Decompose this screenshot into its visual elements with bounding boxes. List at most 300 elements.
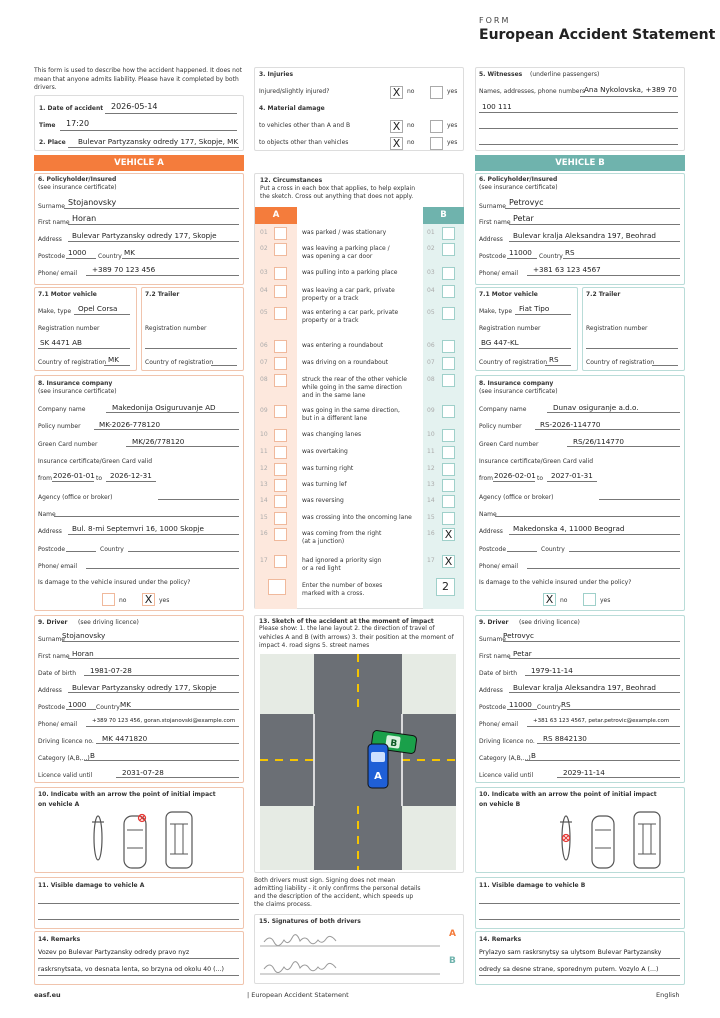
first-name-value[interactable]: Horan bbox=[72, 214, 97, 223]
driver-country-value[interactable]: RS bbox=[561, 700, 571, 709]
place-value[interactable]: Bulevar Partyzansky odredy 177, Skopje, MK bbox=[78, 137, 239, 146]
circ-number-b: 06 bbox=[427, 342, 435, 349]
field-line bbox=[495, 516, 680, 517]
green-card-value[interactable]: MK/26/778120 bbox=[132, 437, 185, 446]
circ-text: was entering a roundabout bbox=[302, 342, 384, 349]
field-line bbox=[64, 208, 239, 209]
signature-b-label: B bbox=[449, 956, 456, 966]
address-value[interactable]: Bulevar kralja Aleksandra 197, Beohrad bbox=[513, 231, 656, 240]
registration-value[interactable]: SK 4471 AB bbox=[40, 338, 82, 347]
agency-label: Agency (office or broker) bbox=[479, 494, 554, 501]
driver-address-label: Address bbox=[479, 687, 503, 694]
material-q2-no-checkbox[interactable]: X bbox=[390, 137, 403, 150]
driver-first-value[interactable]: Horan bbox=[72, 649, 94, 658]
damage-no-label: no bbox=[560, 597, 568, 604]
field-line bbox=[507, 258, 537, 259]
circ-checkbox-b[interactable] bbox=[442, 357, 455, 370]
agency-address-value[interactable]: Bul. 8-mi Septemvri 16, 1000 Skopje bbox=[72, 524, 204, 533]
impact-vehicle-diagram[interactable] bbox=[90, 808, 200, 870]
address-label: Address bbox=[38, 236, 62, 243]
count-label-1: Enter the number of boxes bbox=[302, 582, 383, 589]
date-value[interactable]: 2026-05-14 bbox=[111, 102, 158, 111]
driver-phone-label: Phone/ email bbox=[479, 721, 519, 728]
field-line bbox=[84, 675, 239, 676]
field-line bbox=[74, 314, 130, 315]
circ-checkbox-a[interactable] bbox=[274, 446, 287, 459]
remarks-line-2[interactable]: odredy sa desne strane, sporednym putem. Vozylo A (...) bbox=[479, 966, 659, 973]
category-value[interactable]: B bbox=[531, 751, 536, 760]
remarks-title: 14. Remarks bbox=[479, 936, 522, 943]
damage-question: Is damage to the vehicle insured under the policy? bbox=[479, 579, 632, 586]
from-label: from bbox=[38, 475, 52, 482]
page-title: European Accident Statement bbox=[479, 27, 716, 43]
circ-checkbox-b[interactable]: X bbox=[442, 528, 455, 541]
policyholder-title: 6. Policyholder/Insured bbox=[479, 176, 558, 183]
date-label: 1. Date of accident bbox=[39, 105, 104, 112]
category-label: Category (A,B,...) bbox=[479, 755, 531, 762]
from-value[interactable]: 2026-01-01 bbox=[53, 471, 95, 480]
circ-text: struck the rear of the other vehicle bbox=[302, 376, 407, 383]
injuries-question: Injured/slightly injured? bbox=[259, 88, 330, 95]
circ-checkbox-b[interactable] bbox=[442, 405, 455, 418]
licence-value[interactable]: RS 8842130 bbox=[543, 734, 587, 743]
licence-valid-value[interactable]: 2029-11-14 bbox=[563, 768, 605, 777]
circumstances-desc: Put a cross in each box that applies, to help explain the sketch. Cross out anything that does not apply. bbox=[260, 185, 416, 200]
intro-text: This form is used to describe how the accident happened. It does not mean that anyone admits liability. Please have it completed by both drivers. bbox=[34, 67, 243, 91]
circ-checkbox-a[interactable] bbox=[274, 340, 287, 353]
witnesses-label: Names, addresses, phone numbers bbox=[479, 88, 586, 95]
agency-country-label: Country bbox=[541, 546, 565, 553]
circ-count-a[interactable] bbox=[268, 579, 286, 595]
material-q1-yes-checkbox[interactable] bbox=[430, 120, 443, 133]
circ-checkbox-a[interactable] bbox=[274, 528, 287, 541]
witnesses-sub: (underline passengers) bbox=[530, 71, 600, 78]
field-line bbox=[106, 481, 156, 482]
material-q1-no: no bbox=[407, 122, 415, 129]
licence-value[interactable]: MK 4471820 bbox=[102, 734, 148, 743]
licence-valid-value[interactable]: 2031-07-28 bbox=[122, 768, 164, 777]
category-value[interactable]: B bbox=[90, 751, 95, 760]
impact-title: 10. Indicate with an arrow the point of initial impact bbox=[38, 791, 216, 798]
field-line bbox=[563, 258, 680, 259]
count-label-2: marked with a cross. bbox=[302, 590, 365, 597]
to-label: to bbox=[96, 475, 103, 482]
field-line bbox=[509, 224, 680, 225]
field-line bbox=[537, 743, 680, 744]
footer-lang: English bbox=[656, 991, 680, 999]
injuries-yes-checkbox[interactable] bbox=[430, 86, 443, 99]
circ-checkbox-a[interactable] bbox=[274, 227, 287, 240]
licence-valid-label: Licence valid until bbox=[38, 772, 93, 779]
to-value[interactable]: 2026-12-31 bbox=[110, 471, 152, 480]
injuries-yes-label: yes bbox=[447, 88, 458, 95]
circ-checkbox-b[interactable] bbox=[442, 429, 455, 442]
surname-value[interactable]: Stojanovsky bbox=[68, 198, 117, 207]
circ-text: was parked / was stationary bbox=[302, 229, 387, 236]
field-line bbox=[557, 777, 680, 778]
circ-text-2: while going in the same direction bbox=[302, 384, 402, 391]
signatures-drawing[interactable] bbox=[260, 932, 440, 980]
phone-value[interactable]: +389 70 123 456 bbox=[92, 265, 156, 274]
agency-country-label: Country bbox=[100, 546, 124, 553]
postcode-label: Postcode bbox=[38, 253, 66, 260]
field-line bbox=[545, 365, 571, 366]
impact-sub: on vehicle B bbox=[479, 801, 521, 808]
circ-number-b: 14 bbox=[427, 497, 435, 504]
make-value[interactable]: Opel Corsa bbox=[78, 304, 118, 313]
driver-surname-value[interactable]: Petrovyc bbox=[503, 631, 534, 640]
circ-number-b: 08 bbox=[427, 376, 435, 383]
dob-value[interactable]: 1979-11-14 bbox=[531, 666, 573, 675]
country-reg-value[interactable]: MK bbox=[108, 355, 119, 364]
field-line bbox=[126, 446, 239, 447]
country-reg-value[interactable]: RS bbox=[549, 355, 559, 364]
remarks-line-1[interactable]: Vozev po Bulevar Partyzansky odredy pravo nyz bbox=[38, 949, 190, 956]
field-line bbox=[509, 658, 680, 659]
circ-checkbox-a[interactable] bbox=[274, 463, 287, 476]
field-line bbox=[515, 314, 571, 315]
circ-number-a: 09 bbox=[260, 407, 268, 414]
sketch-car-b-label: B bbox=[389, 738, 398, 750]
field-line bbox=[68, 534, 239, 535]
sketch-drawing[interactable] bbox=[260, 654, 456, 870]
circ-text-2: or a red light bbox=[302, 565, 341, 572]
circ-checkbox-b[interactable] bbox=[442, 307, 455, 320]
agency-address-label: Address bbox=[479, 528, 503, 535]
field-line bbox=[507, 709, 537, 710]
circ-number-a: 01 bbox=[260, 229, 268, 236]
country-value[interactable]: MK bbox=[124, 248, 135, 257]
field-line bbox=[122, 258, 239, 259]
surname-label: Surname bbox=[38, 203, 65, 210]
make-value[interactable]: Fiat Tipo bbox=[519, 304, 550, 313]
address-label: Address bbox=[479, 236, 503, 243]
driver-first-label: First name bbox=[38, 653, 70, 660]
field-line bbox=[561, 709, 680, 710]
driver-phone-value[interactable]: +389 70 123 456, goran.stojanovski@example.com bbox=[92, 718, 236, 724]
company-label: Company name bbox=[38, 406, 86, 413]
visible-damage-title: 11. Visible damage to vehicle A bbox=[38, 882, 145, 889]
circ-checkbox-a[interactable] bbox=[274, 555, 287, 568]
field-line bbox=[509, 534, 680, 535]
circ-checkbox-a[interactable] bbox=[274, 267, 287, 280]
circ-number-b: 05 bbox=[427, 309, 435, 316]
driver-country-value[interactable]: MK bbox=[120, 700, 131, 709]
postcode-label: Postcode bbox=[479, 253, 507, 260]
circ-text: was going in the same direction, bbox=[302, 407, 400, 414]
circ-number-b: 09 bbox=[427, 407, 435, 414]
country-value[interactable]: RS bbox=[565, 248, 575, 257]
dob-label: Date of birth bbox=[479, 670, 518, 677]
make-label: Make, type bbox=[479, 308, 513, 315]
circ-number-a: 11 bbox=[260, 448, 268, 455]
circ-checkbox-b[interactable] bbox=[442, 495, 455, 508]
insurance-title: 8. Insurance company bbox=[479, 380, 554, 387]
circ-number-a: 14 bbox=[260, 497, 268, 504]
circ-checkbox-a[interactable] bbox=[274, 285, 287, 298]
driver-first-value[interactable]: Petar bbox=[513, 649, 532, 658]
to-label: to bbox=[537, 475, 544, 482]
circ-number-a: 12 bbox=[260, 465, 268, 472]
damage-yes-checkbox[interactable]: X bbox=[142, 593, 155, 606]
driver-surname-label: Surname bbox=[479, 636, 506, 643]
circ-checkbox-b[interactable] bbox=[442, 267, 455, 280]
witness-line-1[interactable]: Ana Nykolovska, +389 70 bbox=[584, 85, 677, 94]
field-line bbox=[527, 275, 680, 276]
circ-number-a: 03 bbox=[260, 269, 268, 276]
driver-postcode-label: Postcode bbox=[38, 704, 66, 711]
circ-text-3: and in the same lane bbox=[302, 392, 366, 399]
circ-number-b: 04 bbox=[427, 287, 435, 294]
registration-label: Registration number bbox=[38, 325, 100, 332]
phone-label: Phone/ email bbox=[479, 270, 519, 277]
country-reg-label: Country of registration bbox=[38, 359, 107, 366]
driver-surname-value[interactable]: Stojanovsky bbox=[62, 631, 106, 640]
field-line bbox=[68, 692, 239, 693]
policyholder-sub: (see insurance certificate) bbox=[479, 184, 558, 191]
surname-label: Surname bbox=[479, 203, 506, 210]
circ-number-b: 01 bbox=[427, 229, 435, 236]
insurance-sub: (see insurance certificate) bbox=[479, 388, 558, 395]
driver-address-label: Address bbox=[38, 687, 62, 694]
circ-checkbox-b[interactable] bbox=[442, 512, 455, 525]
circ-text: was driving on a roundabout bbox=[302, 359, 388, 366]
agency-postcode-label: Postcode bbox=[479, 546, 507, 553]
insurance-sub: (see insurance certificate) bbox=[38, 388, 117, 395]
time-value[interactable]: 17:20 bbox=[66, 119, 90, 128]
agency-address-value[interactable]: Makedonska 4, 11000 Beograd bbox=[513, 524, 625, 533]
driver-postcode-label: Postcode bbox=[479, 704, 507, 711]
field-line bbox=[503, 641, 680, 642]
circ-checkbox-b[interactable] bbox=[442, 285, 455, 298]
circ-checkbox-a[interactable] bbox=[274, 479, 287, 492]
country-label: Country bbox=[98, 253, 122, 260]
circ-number-b: 16 bbox=[427, 530, 435, 537]
circ-checkbox-a[interactable] bbox=[274, 495, 287, 508]
policy-value[interactable]: MK-2026-778120 bbox=[99, 420, 161, 429]
to-value[interactable]: 2027-01-31 bbox=[551, 471, 593, 480]
field-line bbox=[493, 481, 535, 482]
damage-yes-checkbox[interactable] bbox=[583, 593, 596, 606]
field-line bbox=[52, 481, 94, 482]
phone-value[interactable]: +381 63 123 4567 bbox=[533, 265, 601, 274]
postcode-value[interactable]: 1000 bbox=[68, 248, 87, 257]
damage-no-checkbox[interactable] bbox=[102, 593, 115, 606]
from-label: from bbox=[479, 475, 493, 482]
from-value[interactable]: 2026-02-01 bbox=[494, 471, 536, 480]
field-line bbox=[120, 709, 239, 710]
circ-checkbox-b[interactable] bbox=[442, 227, 455, 240]
circ-checkbox-a[interactable] bbox=[274, 357, 287, 370]
circ-number-b: 03 bbox=[427, 269, 435, 276]
category-label: Category (A,B,...) bbox=[38, 755, 90, 762]
circ-checkbox-b[interactable] bbox=[442, 340, 455, 353]
driver-country-label: Country bbox=[96, 704, 120, 711]
circ-text-2: but in a different lane bbox=[302, 415, 368, 422]
circ-text-2: was opening a car door bbox=[302, 253, 373, 260]
impact-vehicle-diagram[interactable] bbox=[558, 808, 668, 870]
driver-address-value[interactable]: Bulevar kralja Aleksandra 197, Beohrad bbox=[513, 683, 656, 692]
circ-checkbox-b[interactable] bbox=[442, 374, 455, 387]
valid-label: Insurance certificate/Green Card valid bbox=[479, 458, 594, 465]
agency-phone-label: Phone/ email bbox=[38, 563, 78, 570]
field-line bbox=[535, 429, 680, 430]
circ-text: was reversing bbox=[302, 497, 344, 504]
country-reg-label: Country of registration bbox=[479, 359, 548, 366]
field-line bbox=[86, 275, 239, 276]
circ-number-b: 17 bbox=[427, 557, 435, 564]
circ-text: was pulling into a parking place bbox=[302, 269, 398, 276]
material-q2-no: no bbox=[407, 139, 415, 146]
signature-a-label: A bbox=[449, 929, 456, 939]
field-line bbox=[104, 365, 130, 366]
driver-phone-value[interactable]: +381 63 123 4567, petar.petrovic@example.com bbox=[533, 718, 670, 724]
circ-number-a: 06 bbox=[260, 342, 268, 349]
witnesses-title: 5. Witnesses bbox=[479, 71, 523, 78]
field-line bbox=[652, 365, 678, 366]
dob-value[interactable]: 1981-07-28 bbox=[90, 666, 132, 675]
remarks-line-2[interactable]: raskrsnytsata, vo desnata lenta, so brzyna od okolu 40 (...) bbox=[38, 966, 225, 973]
field-line bbox=[68, 241, 239, 242]
driver-title: 9. Driver bbox=[38, 619, 68, 626]
field-line bbox=[479, 903, 680, 904]
circ-number-a: 02 bbox=[260, 245, 268, 252]
trailer-title: 7.2 Trailer bbox=[586, 291, 621, 298]
field-line bbox=[599, 499, 680, 500]
field-line bbox=[527, 726, 680, 727]
field-line bbox=[525, 760, 680, 761]
sketch-desc: Please show: 1. the lane layout 2. the direction of travel of vehicles A and B (with arrows) 3. their position at the moment of impact 4. road signs 5. street names bbox=[259, 625, 454, 649]
policyholder-sub: (see insurance certificate) bbox=[38, 184, 117, 191]
field-line bbox=[38, 348, 130, 349]
circ-checkbox-a[interactable] bbox=[274, 374, 287, 387]
circ-number-a: 16 bbox=[260, 530, 268, 537]
circ-number-a: 08 bbox=[260, 376, 268, 383]
visible-damage-title: 11. Visible damage to vehicle B bbox=[479, 882, 586, 889]
field-line bbox=[586, 348, 678, 349]
agency-postcode-label: Postcode bbox=[38, 546, 66, 553]
footer-site[interactable]: easf.eu bbox=[34, 991, 61, 999]
company-value[interactable]: Makedonija Osiguruvanje AD bbox=[112, 403, 216, 412]
policy-value[interactable]: RS-2026-114770 bbox=[540, 420, 601, 429]
trailer-title: 7.2 Trailer bbox=[145, 291, 180, 298]
impact-sub: on vehicle A bbox=[38, 801, 80, 808]
material-q2-yes-checkbox[interactable] bbox=[430, 137, 443, 150]
company-value[interactable]: Dunav osiguranje a.d.o. bbox=[553, 403, 639, 412]
driver-sub: (see driving licence) bbox=[519, 619, 580, 626]
circ-checkbox-a[interactable] bbox=[274, 307, 287, 320]
field-line bbox=[116, 777, 239, 778]
field-line bbox=[66, 709, 96, 710]
circ-checkbox-b[interactable] bbox=[442, 479, 455, 492]
sketch-car-a-label: A bbox=[374, 771, 382, 782]
damage-no-label: no bbox=[119, 597, 127, 604]
licence-valid-label: Licence valid until bbox=[479, 772, 534, 779]
damage-no-checkbox[interactable]: X bbox=[543, 593, 556, 606]
injuries-title: 3. Injuries bbox=[259, 71, 294, 78]
circ-number-a: 10 bbox=[260, 431, 268, 438]
driver-phone-label: Phone/ email bbox=[38, 721, 78, 728]
field-line bbox=[505, 208, 680, 209]
circ-text: was overtaking bbox=[302, 448, 348, 455]
injuries-no-checkbox[interactable]: X bbox=[390, 86, 403, 99]
field-line bbox=[527, 568, 680, 569]
remarks-title: 14. Remarks bbox=[38, 936, 81, 943]
field-line bbox=[106, 412, 239, 413]
driver-sub: (see driving licence) bbox=[78, 619, 139, 626]
insurance-title: 8. Insurance company bbox=[38, 380, 113, 387]
phone-label: Phone/ email bbox=[38, 270, 78, 277]
material-q1-yes: yes bbox=[447, 122, 458, 129]
damage-yes-label: yes bbox=[600, 597, 611, 604]
circ-number-b: 10 bbox=[427, 431, 435, 438]
circ-number-b: 07 bbox=[427, 359, 435, 366]
company-label: Company name bbox=[479, 406, 527, 413]
field-line bbox=[509, 241, 680, 242]
circ-checkbox-a[interactable] bbox=[274, 405, 287, 418]
address-value[interactable]: Bulevar Partyzansky odredy 177, Skopje bbox=[72, 231, 217, 240]
green-card-label: Green Card number bbox=[38, 441, 98, 448]
agency-phone-label: Phone/ email bbox=[479, 563, 519, 570]
driver-address-value[interactable]: Bulevar Partyzansky odredy 177, Skopje bbox=[72, 683, 217, 692]
registration-value[interactable]: BG 447-KL bbox=[481, 338, 519, 347]
field-line bbox=[128, 551, 239, 552]
circ-number-a: 04 bbox=[260, 287, 268, 294]
circ-text: was leaving a car park, private bbox=[302, 287, 395, 294]
circ-count-b[interactable]: 2 bbox=[436, 578, 455, 596]
field-line bbox=[54, 516, 239, 517]
sketch-title: 13. Sketch of the accident at the moment of impact bbox=[259, 618, 434, 625]
injuries-no-label: no bbox=[407, 88, 415, 95]
agency-address-label: Address bbox=[38, 528, 62, 535]
circ-text: was entering a car park, private bbox=[302, 309, 399, 316]
circ-checkbox-a[interactable] bbox=[274, 243, 287, 256]
circ-checkbox-a[interactable] bbox=[274, 429, 287, 442]
field-line bbox=[145, 348, 237, 349]
field-line bbox=[569, 551, 680, 552]
circ-number-a: 15 bbox=[260, 514, 268, 521]
agency-name-label: Name bbox=[479, 511, 497, 518]
circ-checkbox-b[interactable]: X bbox=[442, 555, 455, 568]
driver-postcode-value[interactable]: 1000 bbox=[68, 700, 87, 709]
driver-surname-label: Surname bbox=[38, 636, 65, 643]
circ-col-b-header: B bbox=[423, 207, 464, 224]
field-line bbox=[66, 258, 96, 259]
green-card-value[interactable]: RS/26/114770 bbox=[573, 437, 624, 446]
circ-number-a: 07 bbox=[260, 359, 268, 366]
field-line bbox=[479, 348, 571, 349]
remarks-line-1[interactable]: Prylazyo sam raskrsnytsy sa ulytsom Bulevar Partyzansky bbox=[479, 949, 662, 956]
driver-postcode-value[interactable]: 11000 bbox=[509, 700, 532, 709]
postcode-value[interactable]: 11000 bbox=[509, 248, 532, 257]
first-name-value[interactable]: Petar bbox=[513, 214, 534, 223]
driver-title: 9. Driver bbox=[479, 619, 509, 626]
motor-vehicle-title: 7.1 Motor vehicle bbox=[38, 291, 97, 298]
damage-question: Is damage to the vehicle insured under the policy? bbox=[38, 579, 191, 586]
circ-checkbox-b[interactable] bbox=[442, 446, 455, 459]
circ-checkbox-b[interactable] bbox=[442, 463, 455, 476]
field-line bbox=[96, 743, 239, 744]
signatures-title: 15. Signatures of both drivers bbox=[259, 918, 361, 925]
circ-checkbox-a[interactable] bbox=[274, 512, 287, 525]
witness-line-2[interactable]: 100 111 bbox=[482, 102, 512, 111]
material-q1-no-checkbox[interactable]: X bbox=[390, 120, 403, 133]
circ-checkbox-b[interactable] bbox=[442, 243, 455, 256]
surname-value[interactable]: Petrovyc bbox=[509, 198, 544, 207]
first-name-label: First name bbox=[38, 219, 70, 226]
circ-text: was crossing into the oncoming lane bbox=[302, 514, 412, 521]
circ-text-2: property or a track bbox=[302, 317, 359, 324]
